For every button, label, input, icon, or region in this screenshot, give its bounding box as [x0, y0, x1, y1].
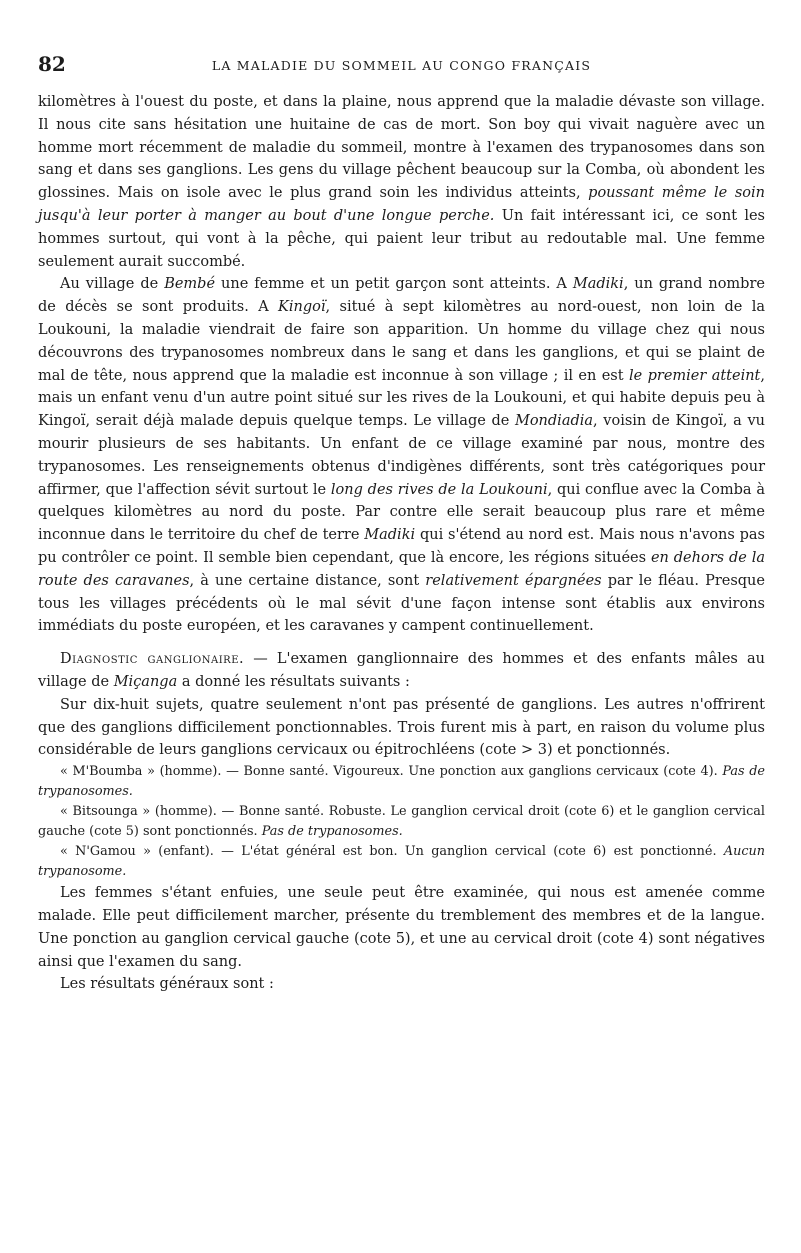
text-run: a donné les résultats suivants :	[177, 673, 410, 690]
text-run: , qui conflue avec la Comba à quelques kilomètres au nord du poste. Par contre elle serait beaucoup plus rare et même inconnue dans le territoire du chef de terre	[38, 481, 765, 544]
place-name: Mondiadia	[514, 413, 594, 430]
paragraph-diagnostic	[38, 648, 765, 694]
page-body	[38, 91, 765, 996]
text-run: une femme et un petit garçon sont atteints. A	[215, 276, 573, 293]
place-name: Miçanga	[113, 673, 178, 690]
italic-run: relativement épargnées	[425, 572, 602, 589]
paragraph-4: Sur dix-huit sujets, quatre seulement n'ont pas présenté de ganglions. Les autres n'offrirent que des ganglions difficilement ponctionnables. Trois furent mis à part, en raison du volume plus considérable de leurs ganglions cervicaux ou épitrochléens (cote > 3) et ponctionnés.	[38, 696, 765, 759]
text-run: , un grand nombre de décès se sont produits. A	[38, 276, 765, 316]
text-run: — L'examen ganglionnaire des hommes et des enfants mâles au village de	[38, 651, 766, 690]
place-name: Kingoï	[278, 299, 326, 316]
running-head: LA MALADIE DU SOMMEIL AU CONGO FRANÇAIS	[211, 58, 592, 73]
italic-run: Pas de trypanosomes.	[38, 764, 765, 800]
text-run: « Bitsounga » (homme). — Bonne santé. Robuste. Le ganglion cervical droit (cote 6) et le ganglion cervical gauche (cote 5) sont ponctionnés.	[38, 804, 765, 840]
italic-run: Aucun trypanosome.	[38, 844, 765, 880]
text-run: , voisin de Kingoï, a vu mourir plusieurs de ses habitants. Un enfant de ce village examiné par nous, montre des trypanosomes. Les renseignements obtenus d'indigènes différents, sont très catégoriques pour affirmer, que l'affection sévit surtout le	[38, 413, 765, 498]
page-header	[38, 52, 765, 78]
text-run: Un fait intéressant ici, ce sont les hommes surtout, qui vont à la pêche, qui paient leur tribut au redoutable mal. Une femme seulement aurait succombé.	[38, 207, 766, 270]
paragraph-5: Les femmes s'étant enfuies, une seule peut être examinée, qui nous est amenée comme malade. Elle peut difficilement marcher, présente du tremblement des membres et de la langue. Une ponction au ganglion cervical gauche (cote 5), et une au cervical droit (cote 4) sont négatives ainsi que l'examen du sang.	[38, 885, 765, 970]
text-run: « M'Boumba » (homme). — Bonne santé. Vigoureux. Une ponction aux ganglions cervicaux (cote 4).	[60, 764, 723, 780]
page-number: 82	[38, 52, 66, 76]
italic-run: Pas de trypanosomes.	[261, 824, 403, 840]
italic-run: long des rives de la Loukouni	[330, 481, 548, 498]
paragraph-1	[38, 91, 765, 273]
text-run: , à une certaine distance, sont	[189, 572, 426, 589]
case-ngamou	[38, 842, 765, 882]
case-mboumba	[38, 762, 765, 802]
italic-run: le premier atteint	[628, 367, 761, 384]
text-run: par le fléau. Presque tous les villages précédents où le mal sévit d'une façon intense sont établis aux environs immédiats du poste européen, et les caravanes y campent continuellement.	[38, 572, 765, 635]
text-run: Au village de	[60, 276, 165, 293]
paragraph-6: Les résultats généraux sont :	[60, 976, 274, 993]
case-bitsounga	[38, 802, 765, 842]
place-name: Bembé	[164, 276, 216, 293]
paragraph-2	[38, 273, 765, 638]
text-run: « N'Gamou » (enfant). — L'état général est bon. Un ganglion cervical (cote 6) est ponctionné.	[60, 844, 724, 860]
text-run: , mais un enfant venu d'un autre point situé sur les rives de la Loukouni, et qui habite depuis peu à Kingoï, serait déjà malade depuis quelque temps. Le village de	[38, 367, 765, 430]
italic-run: poussant même le soin jusqu'à leur porter à manger au bout d'une longue perche.	[38, 185, 765, 224]
place-name: Madiki	[364, 527, 416, 544]
italic-run: en dehors de la route des caravanes	[38, 549, 765, 589]
text-run: , situé à sept kilomètres au nord-ouest, non loin de la Loukouni, la maladie viendrait de faire son apparition. Un homme du village chez qui nous découvrons des trypanosomes nombreux dans le sang et dans les ganglions, et qui se plaint de mal de tête, nous apprend que la maladie est inconnue à son village ; il en est	[38, 299, 765, 384]
section-heading: Diagnostic ganglionaire.	[60, 651, 245, 668]
text-run: kilomètres à l'ouest du poste, et dans la plaine, nous apprend que la maladie dévaste son village. Il nous cite sans hésitation une huitaine de cas de mort. Son boy qui vivait naguère avec un homme mort récemment de maladie du sommeil, montre à l'examen des trypanosomes dans son sang et dans ses ganglions. Les gens du village pêchent beaucoup sur la Comba, où abondent les glossines. Mais on isole avec le plus grand soin les individus atteints,	[38, 94, 765, 202]
text-run: qui s'étend au nord est. Mais nous n'avons pas pu contrôler ce point. Il semble bien cependant, que là encore, les régions situées	[38, 527, 765, 566]
place-name: Madiki	[572, 276, 624, 293]
